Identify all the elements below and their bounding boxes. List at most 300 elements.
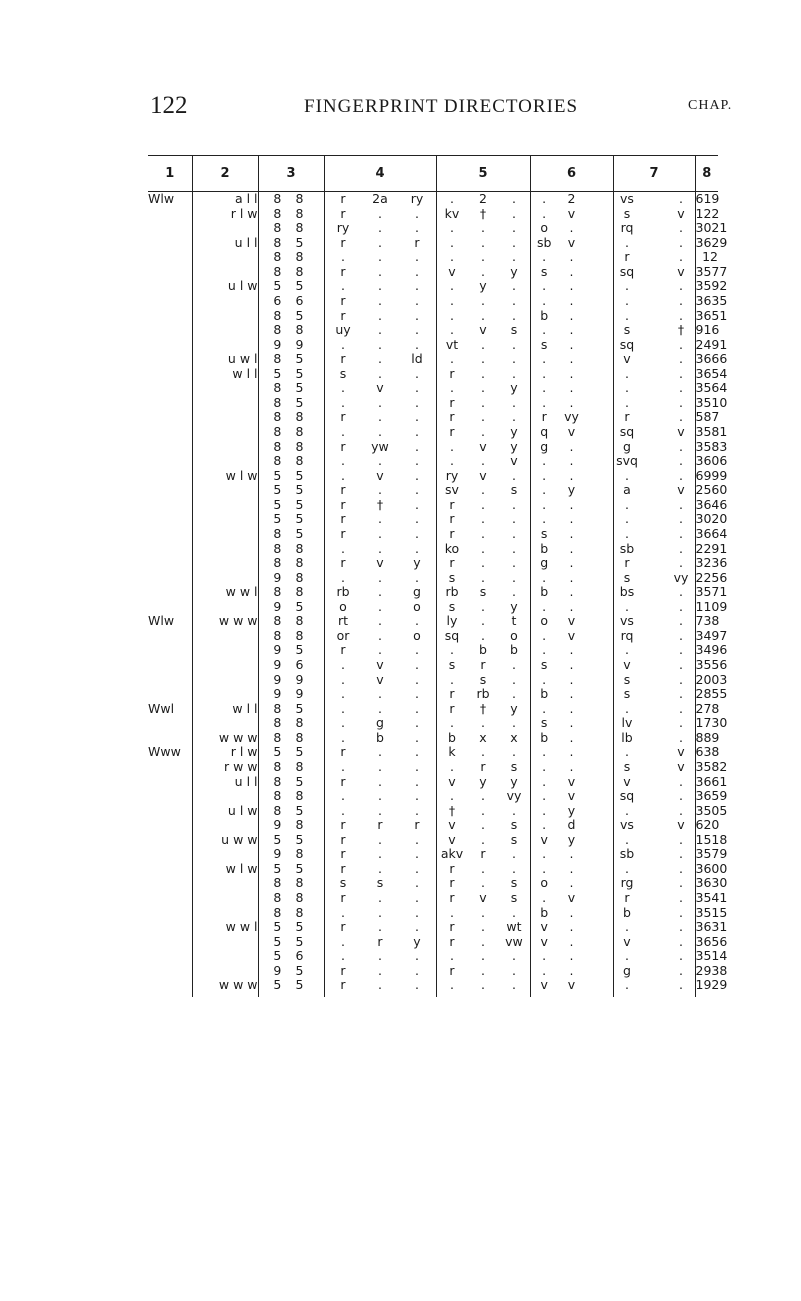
- table-row: [148, 906, 718, 921]
- cell-part: .: [377, 642, 382, 658]
- table-cell-col8: 1730: [695, 715, 728, 731]
- table-cell-col3: [258, 920, 324, 935]
- table-cell-col2: [192, 600, 258, 615]
- cell-part: v: [479, 322, 487, 338]
- cell-part: .: [480, 540, 485, 556]
- table-cell-col4: [324, 891, 436, 906]
- cell-part: 5: [295, 773, 304, 789]
- cell-part: .: [377, 278, 382, 294]
- table-cell-col7: [613, 221, 695, 236]
- table-cell-col5: [436, 454, 530, 469]
- cell-part: v: [510, 453, 518, 469]
- cell-part: .: [377, 511, 382, 527]
- cell-part: .: [414, 496, 419, 512]
- cell-part: v: [376, 467, 384, 483]
- cell-part: .: [625, 919, 629, 935]
- table-cell-col4: [324, 469, 436, 484]
- cell-part: .: [341, 802, 345, 818]
- cell-part: .: [678, 555, 683, 571]
- cell-part: .: [414, 409, 419, 425]
- cell-part: .: [569, 394, 574, 410]
- cell-part: .: [480, 365, 485, 381]
- table-cell-col6: [530, 425, 613, 440]
- cell-part: .: [569, 904, 574, 920]
- table-cell-col4: [324, 396, 436, 411]
- cell-part: y: [479, 278, 487, 294]
- cell-part: 8: [295, 788, 304, 804]
- cell-part: sq: [619, 263, 635, 279]
- cell-part: lb: [621, 729, 633, 745]
- cell-part: o: [413, 627, 421, 643]
- cell-part: .: [511, 249, 516, 265]
- table-cell-col1: [148, 440, 192, 455]
- table-cell-col1: [148, 236, 192, 251]
- cell-part: .: [341, 467, 345, 483]
- table-row: [148, 585, 718, 600]
- table-cell-col3: [258, 978, 324, 997]
- table-cell-col1: [148, 862, 192, 877]
- table-cell-col2: u w l: [192, 352, 258, 367]
- table-cell-col8: 3021: [695, 220, 728, 236]
- cell-part: kv: [444, 205, 460, 221]
- cell-part: .: [377, 890, 382, 905]
- cell-part: .: [414, 802, 419, 818]
- table-cell-col6: [530, 833, 613, 848]
- table-cell-col8: 620: [695, 817, 720, 833]
- cell-part: r: [340, 744, 346, 760]
- cell-part: 8: [273, 758, 282, 774]
- table-cell-col6: [530, 964, 613, 979]
- cell-part: 8: [273, 584, 282, 600]
- cell-part: .: [542, 642, 547, 658]
- table-row: [148, 192, 718, 207]
- cell-part: r: [449, 555, 455, 571]
- cell-part: .: [414, 205, 419, 221]
- table-cell-col5: [436, 745, 530, 760]
- cell-part: .: [414, 671, 419, 687]
- cell-part: .: [341, 700, 345, 716]
- cell-part: 8: [295, 555, 304, 571]
- table-row: [148, 469, 718, 484]
- cell-part: .: [414, 453, 419, 469]
- table-row: [148, 454, 718, 469]
- table-cell-col7: [613, 687, 695, 702]
- table-cell-col8: 3666: [695, 351, 728, 367]
- cell-part: rg: [620, 875, 634, 891]
- table-row: [148, 818, 718, 833]
- cell-part: .: [678, 773, 683, 789]
- table-cell-col7: [613, 920, 695, 935]
- cell-part: .: [678, 409, 683, 425]
- cell-part: .: [480, 744, 485, 760]
- table-row: [148, 935, 718, 950]
- cell-part: 8: [295, 584, 304, 600]
- cell-part: .: [625, 948, 629, 964]
- cell-part: 5: [295, 365, 304, 381]
- cell-part: .: [377, 365, 382, 381]
- table-cell-col7: [613, 265, 695, 280]
- cell-part: .: [511, 744, 516, 760]
- table-cell-col3: [258, 731, 324, 746]
- cell-part: .: [511, 307, 516, 323]
- cell-part: .: [377, 613, 382, 629]
- table-cell-col6: [530, 702, 613, 717]
- fingerprint-directory-table: [148, 155, 728, 997]
- cell-part: .: [542, 351, 547, 367]
- table-cell-col6: [530, 279, 613, 294]
- table-cell-col4: [324, 512, 436, 527]
- table-cell-col2: [192, 906, 258, 921]
- cell-part: .: [480, 525, 485, 541]
- table-row: [148, 833, 718, 848]
- table-cell-col5: [436, 323, 530, 338]
- cell-part: 9: [273, 817, 282, 833]
- table-cell-col6: [530, 891, 613, 906]
- cell-part: .: [377, 540, 382, 556]
- cell-part: sv: [445, 482, 459, 498]
- cell-part: .: [625, 365, 629, 381]
- cell-part: .: [414, 657, 419, 672]
- cell-part: s: [623, 671, 631, 687]
- cell-part: .: [678, 700, 683, 716]
- table-row: [148, 949, 718, 964]
- cell-part: .: [678, 977, 683, 993]
- column-header-6: 6: [530, 156, 613, 192]
- cell-part: 6: [295, 948, 304, 964]
- cell-part: r: [449, 686, 455, 702]
- table-cell-col2: [192, 716, 258, 731]
- cell-part: .: [511, 496, 516, 512]
- cell-part: .: [414, 424, 419, 439]
- cell-part: 8: [273, 453, 282, 469]
- cell-part: .: [480, 496, 485, 512]
- table-cell-col7: [613, 585, 695, 600]
- table-cell-col1: [148, 556, 192, 571]
- cell-part: v: [376, 380, 384, 396]
- cell-part: .: [511, 292, 516, 308]
- table-cell-col3: [258, 600, 324, 615]
- table-cell-col3: [258, 745, 324, 760]
- cell-part: .: [542, 205, 547, 221]
- cell-part: r: [340, 511, 346, 527]
- table-cell-col3: [258, 891, 324, 906]
- cell-part: s: [540, 525, 548, 541]
- table-cell-col2: [192, 294, 258, 309]
- cell-part: .: [678, 788, 683, 804]
- cell-part: s: [448, 657, 456, 672]
- table-cell-col5: [436, 338, 530, 353]
- table-cell-col5: [436, 192, 530, 207]
- cell-part: 8: [295, 817, 304, 833]
- table-cell-col8: 12: [695, 250, 718, 265]
- table-cell-col6: [530, 775, 613, 790]
- cell-part: .: [511, 904, 516, 920]
- cell-part: r: [340, 817, 346, 833]
- table-cell-col1: [148, 673, 192, 688]
- cell-part: 8: [295, 846, 304, 862]
- cell-part: .: [569, 598, 574, 614]
- cell-part: t: [511, 613, 517, 629]
- cell-part: .: [480, 336, 485, 352]
- cell-part: 5: [295, 919, 304, 935]
- cell-part: .: [542, 962, 547, 978]
- table-cell-col3: [258, 396, 324, 411]
- table-row: [148, 643, 718, 658]
- table-cell-col1: [148, 571, 192, 586]
- table-cell-col8: 638: [695, 744, 720, 760]
- cell-part: .: [542, 890, 547, 905]
- cell-part: s: [479, 671, 487, 687]
- table-cell-col8: 3600: [695, 860, 728, 876]
- cell-part: .: [341, 424, 345, 439]
- cell-part: 8: [273, 613, 282, 629]
- table-cell-col6: [530, 585, 613, 600]
- cell-part: r: [449, 511, 455, 527]
- table-cell-col6: [530, 556, 613, 571]
- column-header-1: 1: [148, 156, 192, 192]
- table-cell-col8: 3656: [695, 933, 728, 949]
- table-cell-col4: [324, 338, 436, 353]
- table-cell-col6: [530, 804, 613, 819]
- cell-part: .: [678, 336, 683, 352]
- table-cell-col8: 3582: [695, 758, 728, 774]
- cell-part: r: [414, 234, 420, 250]
- cell-part: 5: [273, 511, 282, 527]
- cell-part: 5: [295, 933, 304, 949]
- table-row: [148, 425, 718, 440]
- table-cell-col3: [258, 629, 324, 644]
- cell-part: y: [479, 773, 487, 789]
- cell-part: 8: [273, 409, 282, 425]
- cell-part: r: [340, 773, 346, 789]
- cell-part: .: [678, 394, 683, 410]
- table-cell-col2: [192, 949, 258, 964]
- table-cell-col4: [324, 731, 436, 746]
- cell-part: .: [414, 715, 419, 731]
- cell-part: 8: [295, 715, 304, 731]
- table-cell-col6: [530, 745, 613, 760]
- cell-part: .: [542, 700, 547, 716]
- table-cell-col7: [613, 673, 695, 688]
- cell-part: .: [569, 933, 574, 949]
- table-cell-col8: 587: [695, 409, 720, 425]
- cell-part: 9: [273, 598, 282, 614]
- cell-part: s: [540, 336, 548, 352]
- table-cell-col4: [324, 978, 436, 997]
- cell-part: .: [414, 365, 419, 381]
- table-cell-col4: [324, 410, 436, 425]
- table-cell-col6: [530, 265, 613, 280]
- cell-part: .: [678, 292, 683, 308]
- table-cell-col8: 3505: [695, 802, 728, 818]
- cell-part: .: [450, 904, 454, 920]
- cell-part: x: [479, 729, 487, 745]
- cell-part: .: [542, 394, 547, 410]
- table-cell-col3: [258, 789, 324, 804]
- cell-part: .: [377, 831, 382, 847]
- table-cell-col8: 2256: [695, 569, 728, 585]
- table-cell-col7: [613, 410, 695, 425]
- table-cell-col3: [258, 498, 324, 513]
- cell-part: 8: [273, 700, 282, 716]
- table-row: [148, 964, 718, 979]
- cell-part: 8: [295, 322, 304, 338]
- table-cell-col4: [324, 818, 436, 833]
- table-cell-col6: [530, 876, 613, 891]
- cell-part: .: [414, 686, 419, 702]
- table-row: [148, 702, 718, 717]
- table-cell-col6: [530, 381, 613, 396]
- cell-part: .: [542, 278, 547, 294]
- table-cell-col2: [192, 673, 258, 688]
- cell-part: .: [569, 322, 574, 338]
- table-cell-col5: [436, 906, 530, 921]
- table-cell-col7: [613, 745, 695, 760]
- cell-part: .: [625, 525, 629, 541]
- table-cell-col1: [148, 629, 192, 644]
- table-cell-col8: 2560: [695, 482, 728, 498]
- cell-part: .: [569, 336, 574, 352]
- table-cell-col4: [324, 935, 436, 950]
- table-cell-col8: 3629: [695, 234, 728, 250]
- table-cell-col2: [192, 571, 258, 586]
- cell-part: .: [569, 496, 574, 512]
- chapter-label: CHAP.: [688, 98, 733, 113]
- cell-part: .: [414, 482, 419, 498]
- table-cell-col4: [324, 600, 436, 615]
- table-cell-col7: [613, 323, 695, 338]
- cell-part: .: [377, 904, 382, 920]
- cell-part: r: [340, 890, 346, 905]
- cell-part: .: [511, 555, 516, 571]
- table-cell-col8: 3646: [695, 496, 728, 512]
- table-cell-col3: [258, 221, 324, 236]
- table-cell-col1: [148, 338, 192, 353]
- table-row: [148, 440, 718, 455]
- table-cell-col2: [192, 556, 258, 571]
- cell-part: 8: [273, 394, 282, 410]
- table-cell-col7: [613, 294, 695, 309]
- table-cell-col2: w w l: [192, 920, 258, 935]
- cell-part: 8: [273, 263, 282, 279]
- cell-part: 5: [295, 467, 304, 483]
- cell-part: .: [480, 904, 485, 920]
- cell-part: 5: [295, 234, 304, 250]
- table-cell-col3: [258, 862, 324, 877]
- table-cell-col3: [258, 207, 324, 222]
- table-cell-col7: [613, 469, 695, 484]
- table-cell-col7: [613, 964, 695, 979]
- table-cell-col7: [613, 731, 695, 746]
- table-cell-col1: [148, 716, 192, 731]
- cell-part: .: [480, 263, 485, 279]
- cell-part: .: [678, 671, 683, 687]
- table-cell-col4: [324, 862, 436, 877]
- cell-part: 8: [295, 453, 304, 469]
- cell-part: .: [414, 729, 419, 745]
- table-cell-col1: Www: [148, 744, 181, 760]
- cell-part: .: [414, 788, 419, 804]
- cell-part: o: [540, 220, 548, 236]
- cell-part: .: [414, 467, 419, 483]
- cell-part: s: [510, 322, 518, 338]
- cell-part: .: [377, 482, 382, 498]
- cell-part: .: [569, 278, 574, 294]
- cell-part: .: [450, 220, 454, 236]
- table-row: [148, 804, 718, 819]
- cell-part: .: [480, 555, 485, 571]
- table-cell-col5: [436, 818, 530, 833]
- cell-part: vy: [673, 569, 689, 585]
- cell-part: ry: [336, 220, 350, 236]
- table-cell-col1: [148, 396, 192, 411]
- cell-part: r: [624, 555, 630, 571]
- table-cell-col3: [258, 935, 324, 950]
- table-cell-col7: [613, 367, 695, 382]
- table-cell-col7: [613, 556, 695, 571]
- cell-part: .: [480, 220, 485, 236]
- cell-part: .: [678, 962, 683, 978]
- table-cell-col5: [436, 585, 530, 600]
- table-cell-col6: [530, 498, 613, 513]
- table-cell-col8: 3571: [695, 584, 728, 600]
- cell-part: .: [341, 715, 345, 731]
- cell-part: 6: [295, 292, 304, 308]
- table-cell-col6: [530, 338, 613, 353]
- table-cell-col7: [613, 760, 695, 775]
- table-cell-col8: 3577: [695, 263, 728, 279]
- table-cell-col2: r l w: [192, 207, 258, 222]
- cell-part: 8: [295, 627, 304, 643]
- table-cell-col7: [613, 498, 695, 513]
- cell-part: .: [450, 322, 454, 338]
- table-cell-col5: [436, 935, 530, 950]
- cell-part: .: [569, 700, 574, 716]
- cell-part: r: [624, 890, 630, 905]
- cell-part: vy: [564, 409, 579, 425]
- table-cell-col3: [258, 250, 324, 265]
- cell-part: 8: [295, 569, 304, 585]
- cell-part: vw: [505, 933, 523, 949]
- cell-part: 5: [273, 467, 282, 483]
- cell-part: y: [510, 438, 518, 454]
- cell-part: s: [448, 569, 456, 585]
- cell-part: 5: [295, 744, 304, 760]
- cell-part: .: [450, 438, 454, 454]
- cell-part: g: [376, 715, 384, 731]
- table-cell-col5: [436, 673, 530, 688]
- table-cell-col4: [324, 804, 436, 819]
- cell-part: .: [480, 569, 485, 585]
- cell-part: 8: [295, 424, 304, 439]
- table-cell-col6: [530, 949, 613, 964]
- table-cell-col1: [148, 410, 192, 425]
- table-cell-col3: [258, 775, 324, 790]
- table-cell-col4: [324, 964, 436, 979]
- table-cell-col3: [258, 964, 324, 979]
- table-cell-col3: [258, 279, 324, 294]
- cell-part: r: [449, 424, 455, 439]
- table-cell-col4: [324, 876, 436, 891]
- cell-part: .: [341, 394, 345, 410]
- cell-part: 5: [295, 831, 304, 847]
- table-cell-col1: [148, 658, 192, 673]
- cell-part: 8: [273, 322, 282, 338]
- table-cell-col4: [324, 309, 436, 324]
- table-cell-col3: [258, 760, 324, 775]
- table-row: [148, 658, 718, 673]
- cell-part: 6: [273, 292, 282, 308]
